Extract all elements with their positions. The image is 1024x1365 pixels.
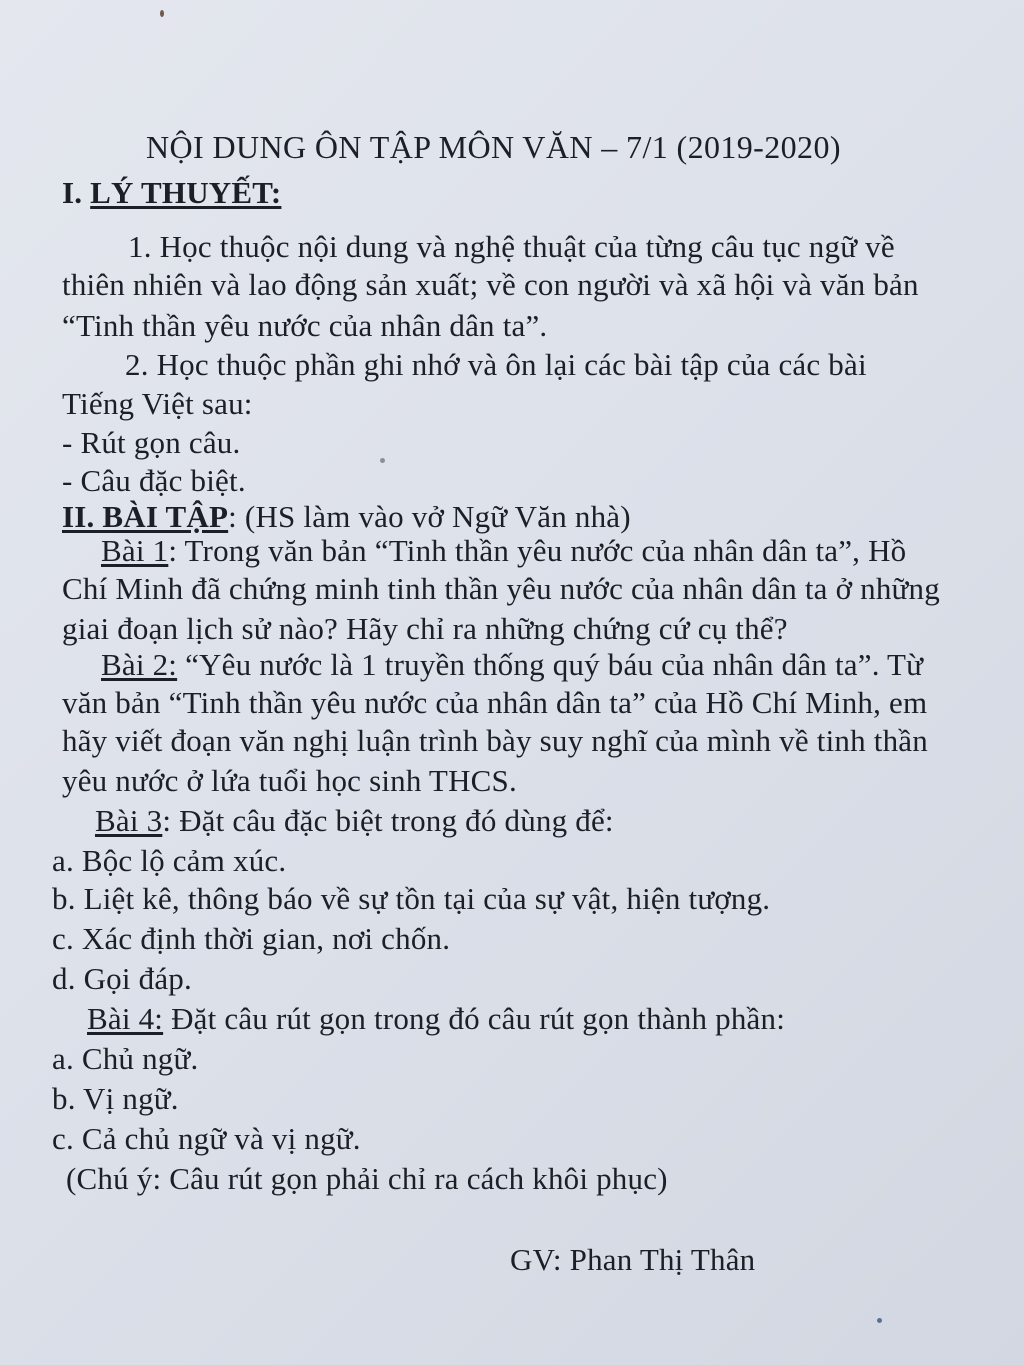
exercise-note: (Chú ý: Câu rút gọn phải chỉ ra cách khôi phục) — [66, 1161, 668, 1196]
theory-item-1-line: thiên nhiên và lao động sản xuất; về con người và xã hội và văn bản — [62, 267, 919, 302]
section-heading-theory — [62, 174, 281, 212]
exercise-label: Bài 1 — [101, 533, 169, 568]
exercise-3-option: c. Xác định thời gian, nơi chốn. — [52, 921, 451, 956]
exercise-label: Bài 4: — [87, 1001, 164, 1036]
teacher-signature: GV: Phan Thị Thân — [510, 1242, 756, 1277]
theory-item-2-line: Tiếng Việt sau: — [62, 386, 253, 421]
theory-item-1-line: “Tinh thần yêu nước của nhân dân ta”. — [62, 308, 548, 343]
section-label: II. BÀI TẬP — [62, 499, 229, 534]
page-title: NỘI DUNG ÔN TẬP MÔN VĂN – 7/1 (2019-2020) — [146, 129, 841, 165]
theory-bullet: - Câu đặc biệt. — [62, 463, 246, 498]
exercise-3-option: a. Bộc lộ cảm xúc. — [52, 843, 287, 878]
section-note: : (HS làm vào vở Ngữ Văn nhà) — [228, 499, 631, 534]
section-label: LÝ THUYẾT: — [90, 175, 282, 210]
exercise-2-line: văn bản “Tinh thần yêu nước của nhân dân ta” của Hồ Chí Minh, em — [62, 685, 928, 720]
exercise-text: Đặt câu rút gọn trong đó câu rút gọn thành phần: — [163, 1001, 786, 1036]
exercise-1-line: Chí Minh đã chứng minh tinh thần yêu nước của nhân dân ta ở những — [62, 571, 940, 606]
exercise-4-option: b. Vị ngữ. — [52, 1081, 179, 1116]
exercise-4-option: a. Chủ ngữ. — [52, 1041, 199, 1076]
exercise-3-line — [95, 802, 614, 840]
theory-item-1-line: 1. Học thuộc nội dung và nghệ thuật của từng câu tục ngữ về — [128, 229, 895, 264]
exercise-4-line — [87, 1000, 785, 1038]
exercise-2-line: hãy viết đoạn văn nghị luận trình bày suy nghĩ của mình về tinh thần — [62, 723, 928, 758]
exercise-label: Bài 2: — [101, 647, 178, 682]
exercise-2-line: yêu nước ở lứa tuổi học sinh THCS. — [62, 763, 517, 798]
exercise-1-line — [101, 532, 906, 570]
exercise-text: “Yêu nước là 1 truyền thống quý báu của nhân dân ta”. Từ — [177, 647, 924, 682]
exercise-1-line: giai đoạn lịch sử nào? Hãy chỉ ra những chứng cứ cụ thể? — [62, 611, 788, 646]
exercise-label: Bài 3 — [95, 803, 163, 838]
exercise-text: : Trong văn bản “Tinh thần yêu nước của nhân dân ta”, Hồ — [168, 533, 907, 568]
exercise-4-option: c. Cả chủ ngữ và vị ngữ. — [52, 1121, 361, 1156]
theory-item-2-line: 2. Học thuộc phần ghi nhớ và ôn lại các bài tập của các bài — [125, 347, 867, 382]
paper-speck — [877, 1318, 882, 1323]
paper-speck — [160, 10, 164, 17]
section-heading-exercises — [62, 498, 631, 536]
exercise-3-option: b. Liệt kê, thông báo về sự tồn tại của sự vật, hiện tượng. — [52, 881, 771, 916]
exercise-3-option: d. Gọi đáp. — [52, 961, 192, 996]
section-number: I. — [62, 175, 91, 210]
theory-bullet: - Rút gọn câu. — [62, 425, 241, 460]
paper-speck — [380, 458, 385, 463]
exercise-text: : Đặt câu đặc biệt trong đó dùng để: — [162, 803, 614, 838]
exercise-2-line — [101, 646, 923, 684]
